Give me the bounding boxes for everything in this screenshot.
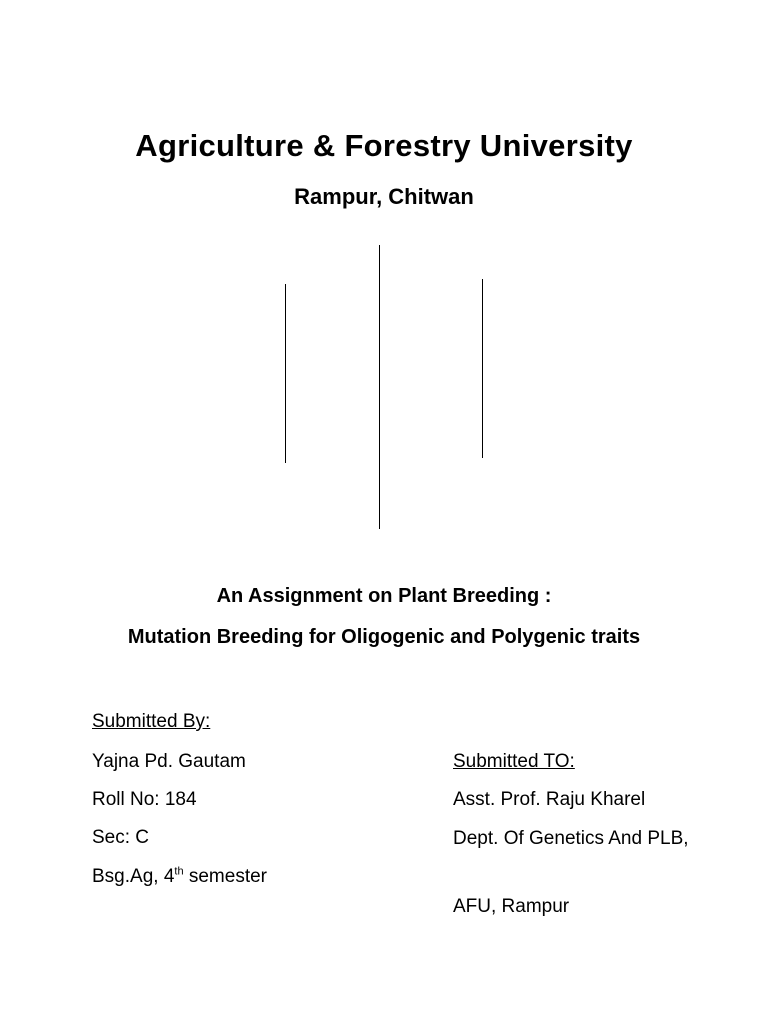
student-name: Yajna Pd. Gautam bbox=[92, 751, 246, 772]
student-section: Sec: C bbox=[92, 827, 150, 848]
university-location: Rampur, Chitwan bbox=[294, 184, 474, 209]
assignment-title-line2: Mutation Breeding for Oligogenic and Polygenic traits bbox=[127, 626, 641, 648]
teacher-name: Asst. Prof. Raju Kharel bbox=[453, 789, 646, 810]
teacher-institution: AFU, Rampur bbox=[453, 896, 570, 917]
student-semester bbox=[92, 866, 267, 888]
submitted-to-heading: Submitted TO: bbox=[453, 751, 575, 772]
teacher-department: Dept. Of Genetics And PLB, bbox=[453, 828, 689, 849]
decorative-line-center bbox=[379, 245, 380, 529]
submitted-by-heading: Submitted By: bbox=[92, 711, 211, 732]
decorative-line-right bbox=[482, 279, 483, 458]
assignment-title-line1: An Assignment on Plant Breeding : bbox=[216, 585, 552, 607]
semester-prefix: Bsg.Ag, 4 bbox=[92, 866, 175, 887]
semester-superscript: th bbox=[174, 865, 184, 878]
student-roll: Roll No: 184 bbox=[92, 789, 197, 810]
semester-suffix: semester bbox=[183, 866, 267, 887]
decorative-line-left bbox=[285, 284, 286, 463]
university-title: Agriculture & Forestry University bbox=[135, 128, 633, 163]
